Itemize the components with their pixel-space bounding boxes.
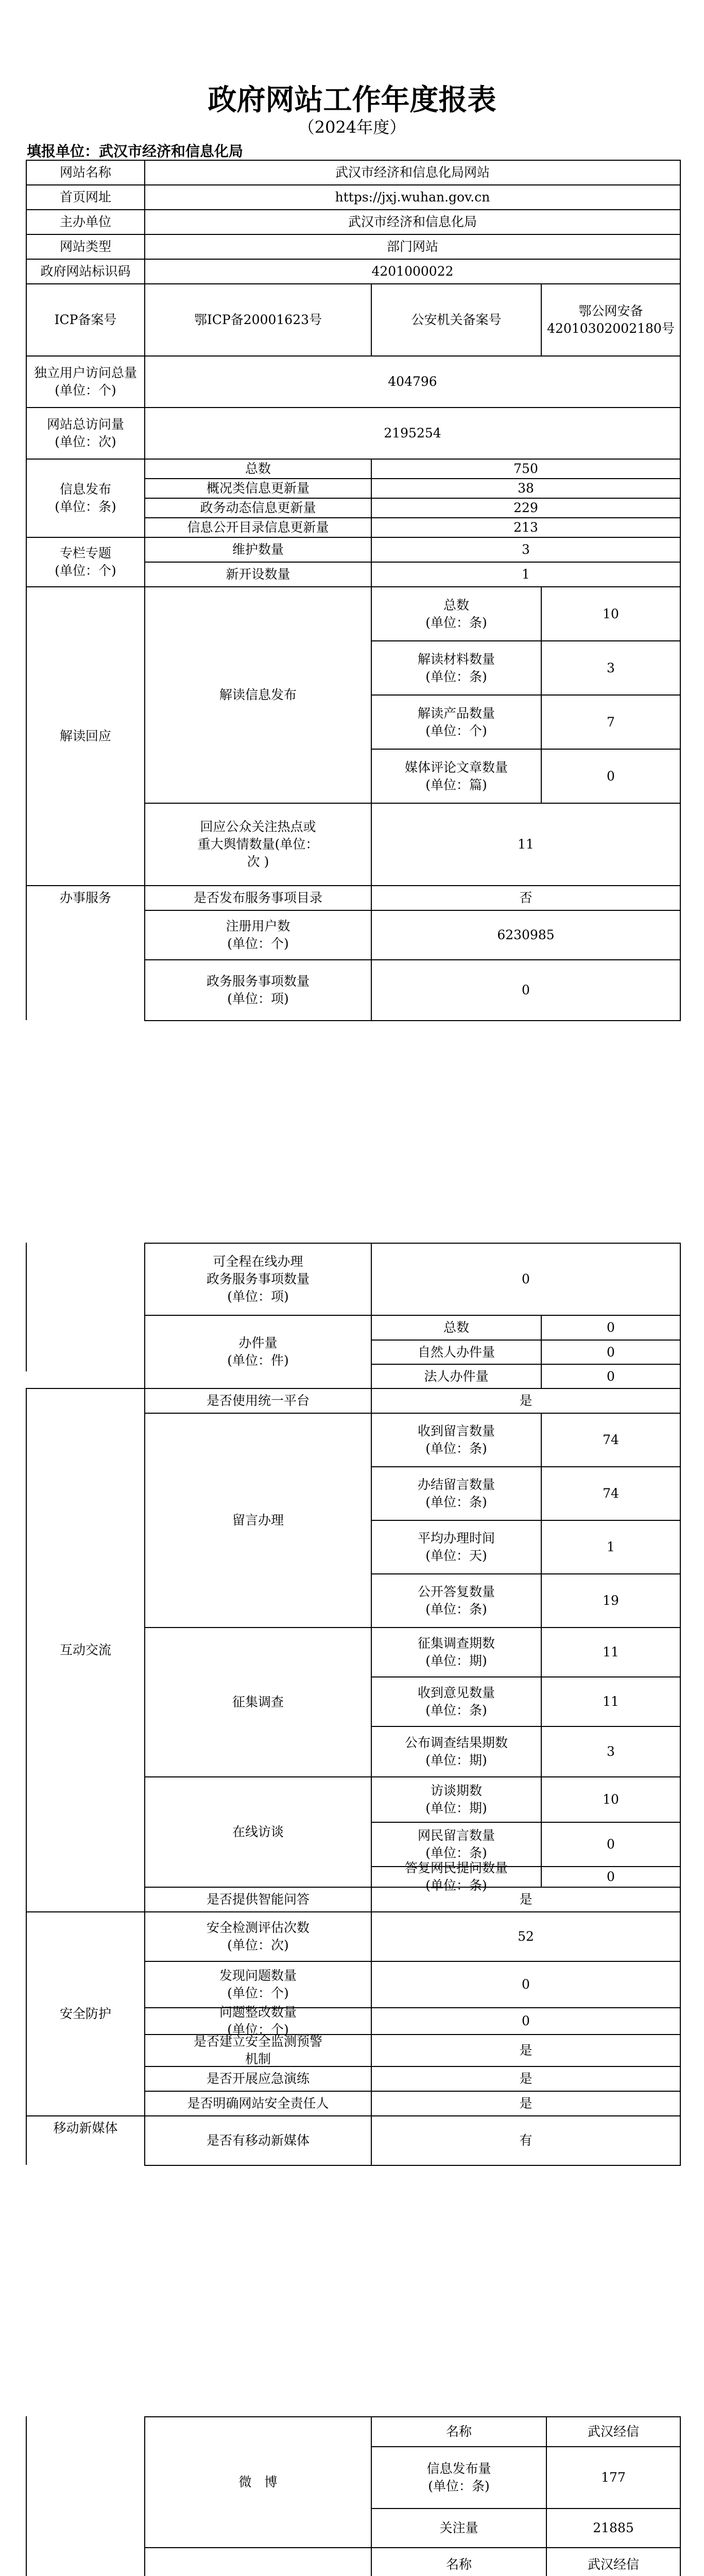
weibo-follow-label: 关注量 [371, 2508, 546, 2547]
media-label: 移动新媒体 [26, 2115, 144, 2151]
security-label: 安全防护 [26, 1911, 144, 2115]
topic-label: 专栏专题 (单位：个) [26, 537, 144, 586]
service-users-label: 注册用户数 (单位：个) [144, 910, 371, 959]
avg-time-label: 平均办理时间 (单位：天) [371, 1520, 541, 1573]
interpret-total-label: 总数 (单位：条) [371, 586, 541, 640]
filing-unit-label: 填报单位： [27, 143, 99, 160]
interpret-label: 解读回应 [26, 586, 144, 885]
interpret-media-label: 媒体评论文章数量 (单位：篇) [371, 749, 541, 803]
interpret-total-value: 10 [541, 586, 680, 640]
volume-person-value: 0 [541, 1340, 680, 1364]
info-overview-label: 概况类信息更新量 [144, 478, 371, 498]
info-overview-value: 38 [371, 478, 680, 498]
topic-new-label: 新开设数量 [144, 562, 371, 586]
interpret-publish-label: 解读信息发布 [144, 586, 371, 803]
interpret-media-value: 0 [541, 749, 680, 803]
issues-label: 发现问题数量 (单位：个) [144, 1961, 371, 2007]
survey-opinions-value: 11 [541, 1676, 680, 1726]
service-label: 办事服务 [26, 885, 144, 916]
homepage-url[interactable]: https://jxj.wuhan.gov.cn [144, 184, 680, 209]
service-catalog-label: 是否发布服务事项目录 [144, 885, 371, 910]
interpret-respond-value: 11 [371, 803, 680, 885]
pv-value: 2195254 [144, 407, 680, 459]
interpret-product-value: 7 [541, 694, 680, 749]
interview-periods-value: 10 [541, 1776, 680, 1822]
site-type-label: 网站类型 [26, 234, 144, 259]
pv-label: 网站总访问量 (单位：次) [26, 407, 144, 459]
icp-value: 鄂ICP备20001623号 [144, 283, 371, 355]
site-name-value: 武汉市经济和信息化局网站 [144, 160, 680, 184]
survey-results-label: 公布调查结果期数 (单位：期) [371, 1726, 541, 1776]
survey-periods-label: 征集调查期数 (单位：期) [371, 1627, 541, 1676]
fixed-value: 0 [371, 2007, 680, 2034]
survey-opinions-label: 收到意见数量 (单位：条) [371, 1676, 541, 1726]
report-year: （2024年度） [298, 117, 406, 137]
interpret-material-label: 解读材料数量 (单位：条) [371, 640, 541, 694]
received-value: 74 [541, 1413, 680, 1466]
checks-label: 安全检测评估次数 (单位：次) [144, 1911, 371, 1961]
owner-value: 是 [371, 2091, 680, 2115]
received-label: 收到留言数量 (单位：条) [371, 1413, 541, 1466]
interview-answers-label: 答复网民提问数量 (单位：条) [371, 1866, 541, 1887]
weibo-name-label: 名称 [371, 2416, 546, 2446]
filing-unit-value: 武汉市经济和信息化局 [99, 143, 244, 160]
interview-msgs-value: 0 [541, 1822, 680, 1866]
uv-label: 独立用户访问总量 (单位：个) [26, 355, 144, 407]
checks-value: 52 [371, 1911, 680, 1961]
avg-time-value: 1 [541, 1520, 680, 1573]
interpret-product-label: 解读产品数量 (单位：个) [371, 694, 541, 749]
site-name-label: 网站名称 [26, 160, 144, 184]
info-total-value: 750 [371, 459, 680, 478]
interview-periods-label: 访谈期数 (单位：期) [371, 1776, 541, 1822]
homepage-label: 首页网址 [26, 184, 144, 209]
report-title: 政府网站工作年度报表 [208, 83, 496, 117]
service-catalog-value: 否 [371, 885, 680, 910]
survey-label: 征集调查 [144, 1627, 371, 1776]
interact-label: 互动交流 [26, 1388, 144, 1911]
weibo-posts-value: 177 [546, 2446, 680, 2508]
owner-label: 是否明确网站安全责任人 [144, 2091, 371, 2115]
uv-value: 404796 [144, 355, 680, 407]
service-volume-label: 办件量 (单位：件) [144, 1315, 371, 1388]
info-news-label: 政务动态信息更新量 [144, 498, 371, 517]
info-total-label: 总数 [144, 459, 371, 478]
filing-unit [27, 140, 243, 161]
host-label: 主办单位 [26, 209, 144, 234]
handled-label: 办结留言数量 (单位：条) [371, 1466, 541, 1520]
site-code-label: 政府网站标识码 [26, 259, 144, 283]
volume-legal-value: 0 [541, 1364, 680, 1388]
info-catalog-value: 213 [371, 517, 680, 537]
wechat-label [144, 2547, 371, 2576]
monitor-label: 是否建立安全监测预警 机制 [144, 2034, 371, 2066]
site-type-value: 部门网站 [144, 234, 680, 259]
monitor-value: 是 [371, 2034, 680, 2066]
topic-maintain-value: 3 [371, 537, 680, 562]
service-users-value: 6230985 [371, 910, 680, 959]
service-online-label: 可全程在线办理 政务服务事项数量 (单位：项) [144, 1243, 371, 1315]
police-value: 鄂公网安备 42010302002180号 [541, 283, 680, 355]
site-code-value: 4201000022 [144, 259, 680, 283]
public-reply-label: 公开答复数量 (单位：条) [371, 1573, 541, 1627]
interpret-material-value: 3 [541, 640, 680, 694]
wechat-name-value: 武汉经信 [546, 2547, 680, 2576]
volume-total-label: 总数 [371, 1315, 541, 1340]
service-online-value: 0 [371, 1243, 680, 1315]
interview-answers-value: 0 [541, 1866, 680, 1887]
info-catalog-label: 信息公开目录信息更新量 [144, 517, 371, 537]
fixed-label: 问题整改数量 (单位：个) [144, 2007, 371, 2034]
icp-label: ICP备案号 [26, 283, 144, 355]
volume-person-label: 自然人办件量 [371, 1340, 541, 1364]
smartqa-label: 是否提供智能问答 [144, 1887, 371, 1911]
topic-new-value: 1 [371, 562, 680, 586]
platform-label: 是否使用统一平台 [144, 1388, 371, 1413]
volume-legal-label: 法人办件量 [371, 1364, 541, 1388]
topic-maintain-label: 维护数量 [144, 537, 371, 562]
drill-label: 是否开展应急演练 [144, 2066, 371, 2091]
service-items-value: 0 [371, 959, 680, 1020]
weibo-name-value: 武汉经信 [546, 2416, 680, 2446]
weibo-label: 微 博 [144, 2416, 371, 2547]
info-news-value: 229 [371, 498, 680, 517]
survey-results-value: 3 [541, 1726, 680, 1776]
police-label: 公安机关备案号 [371, 283, 541, 355]
interview-msgs-label: 网民留言数量 (单位：条) [371, 1822, 541, 1866]
public-reply-value: 19 [541, 1573, 680, 1627]
wechat-name-label: 名称 [371, 2547, 546, 2576]
interview-label: 在线访谈 [144, 1776, 371, 1887]
smartqa-value: 是 [371, 1887, 680, 1911]
survey-periods-value: 11 [541, 1627, 680, 1676]
info-release-label: 信息发布 (单位：条) [26, 459, 144, 537]
interpret-respond-label: 回应公众关注热点或 重大舆情数量(单位： 次 ) [144, 803, 371, 885]
weibo-posts-label: 信息发布量 (单位：条) [371, 2446, 546, 2508]
issues-value: 0 [371, 1961, 680, 2007]
host-value: 武汉市经济和信息化局 [144, 209, 680, 234]
media-has-label: 是否有移动新媒体 [144, 2115, 371, 2165]
volume-total-value: 0 [541, 1315, 680, 1340]
service-items-label: 政务服务事项数量 (单位：项) [144, 959, 371, 1020]
drill-value: 是 [371, 2066, 680, 2091]
handled-value: 74 [541, 1466, 680, 1520]
weibo-follow-value: 21885 [546, 2508, 680, 2547]
platform-value: 是 [371, 1388, 680, 1413]
media-has-value: 有 [371, 2115, 680, 2165]
message-handling-label: 留言办理 [144, 1413, 371, 1627]
